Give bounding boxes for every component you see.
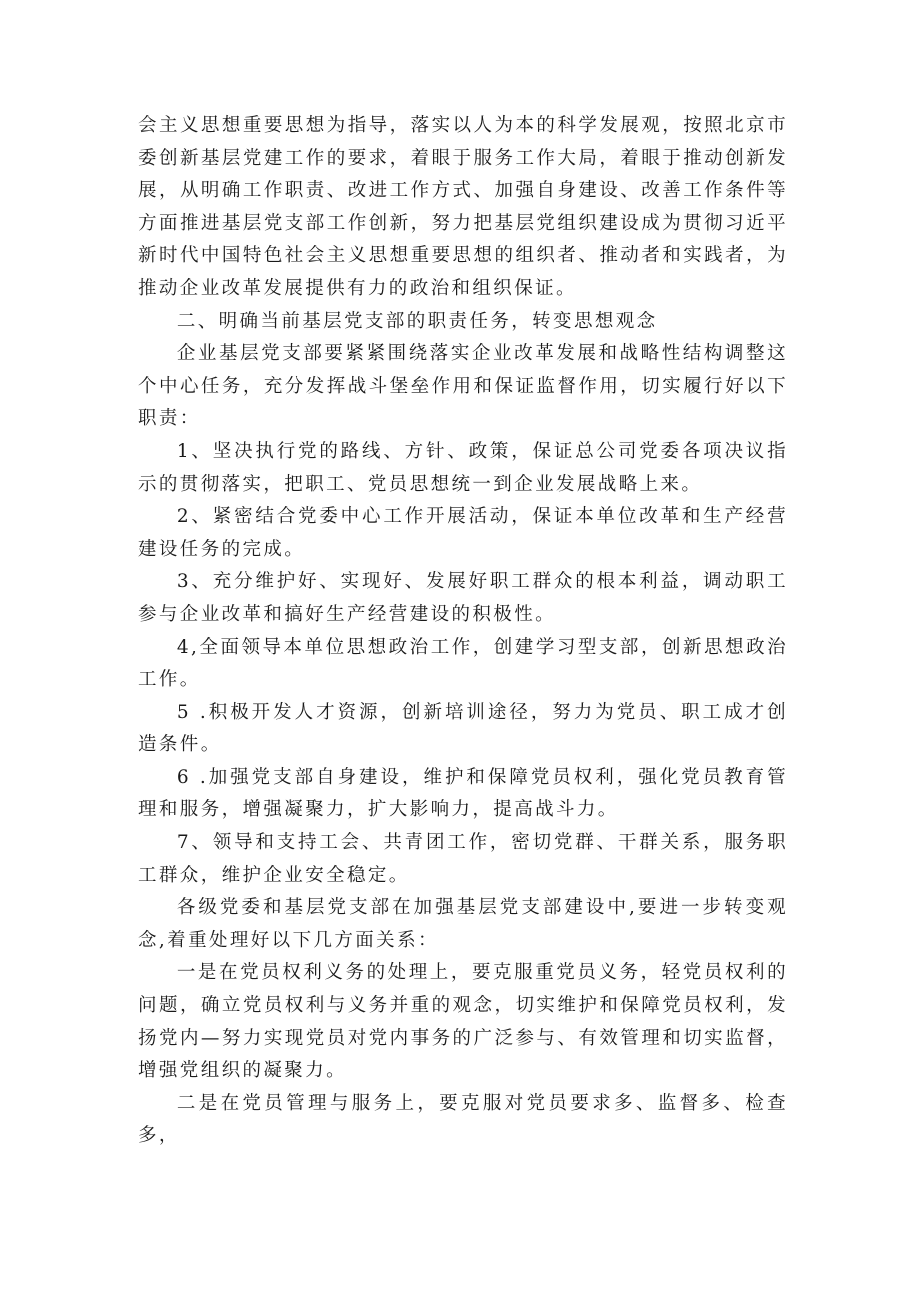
duty-item-1: 1、坚决执行党的路线、方针、政策，保证总公司党委各项决议指示的贯彻落实，把职工、党员思想统一到企业发展战略上来。 — [138, 440, 788, 495]
duty-item-4: 4,全面领导本单位思想政治工作，创建学习型支部，创新思想政治工作。 — [138, 636, 788, 691]
duty-item-2: 2、紧密结合党委中心工作开展活动，保证本单位改革和生产经营建设任务的完成。 — [138, 506, 788, 560]
section-heading-2: 二、明确当前基层党支部的职责任务，转变思想观念 — [176, 310, 658, 332]
relation-item-1: 一是在党员权利义务的处理上，要克服重党员义务，轻党员权利的问题，确立党员权利与义务并重的观念，切实维护和保障党员权利，发扬党内—努力实现党员对党内事务的广泛参与、有效管理和切实监督，增强党组织的凝聚力。 — [138, 962, 788, 1082]
duty-item-7: 7、领导和支持工会、共青团工作，密切党群、干群关系，服务职工群众，维护企业安全稳定。 — [138, 832, 788, 886]
document-body — [138, 110, 788, 1153]
duty-item-5: 5 .积极开发人才资源，创新培训途径，努力为党员、职工成才创造条件。 — [138, 701, 788, 756]
relation-item-2: 二是在党员管理与服务上，要克服对党员要求多、监督多、检查多， — [138, 1092, 788, 1147]
paragraph-guiding-thought: 会主义思想重要思想为指导，落实以人为本的科学发展观，按照北京市委创新基层党建工作的要求，着眼于服务工作大局，着眼于推动创新发展，从明确工作职责、改进工作方式、加强自身建设、改善工作条件等方面推进基层党支部工作创新，努力把基层党组织建设成为贯彻习近平新时代中国特色社会主义思想重要思想的组织者、推动者和实践者，为推动企业改革发展提供有力的政治和组织保证。 — [138, 115, 788, 299]
paragraph-relations-intro: 各级党委和基层党支部在加强基层党支部建设中,要进一步转变观念,着重处理好以下几方面关系： — [138, 897, 788, 951]
duty-item-6: 6 .加强党支部自身建设，维护和保障党员权利，强化党员教育管理和服务，增强凝聚力，扩大影响力，提高战斗力。 — [138, 766, 788, 821]
duty-item-3: 3、充分维护好、实现好、发展好职工群众的根本利益，调动职工参与企业改革和搞好生产经营建设的积极性。 — [138, 571, 788, 625]
paragraph-duties-intro: 企业基层党支部要紧紧围绕落实企业改革发展和战略性结构调整这个中心任务，充分发挥战斗堡垒作用和保证监督作用，切实履行好以下职责： — [138, 343, 788, 430]
